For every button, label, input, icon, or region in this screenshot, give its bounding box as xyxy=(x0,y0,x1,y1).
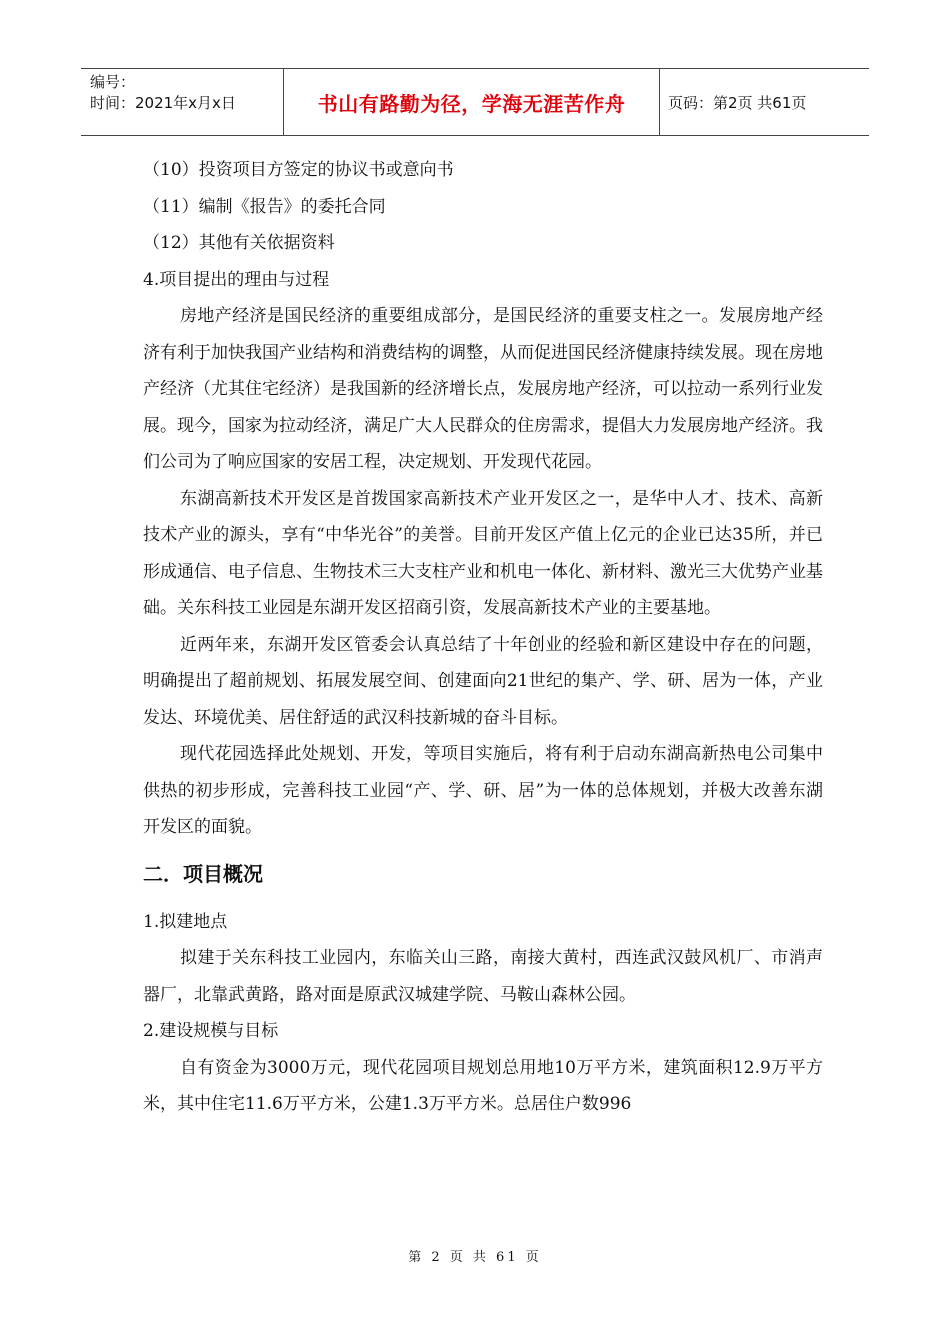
subsection-heading: 2.建设规模与目标 xyxy=(143,1021,279,1041)
paragraph: 房地产经济是国民经济的重要组成部分，是国民经济的重要支柱之一。发展房地产经济有利于加快我国产业结构和消费结构的调整，从而促进国民经济健康持续发展。现在房地产经济（尤其住宅经济）是我国新的经济增长点，发展房地产经济，可以拉动一系列行业发展。现今，国家为拉动经济，满足广大人民群众的住房需求，提倡大力发展房地产经济。我们公司为了响应国家的安居工程，决定规划、开发现代花园。 xyxy=(143,306,823,472)
document-number-label: 编号： xyxy=(90,73,136,91)
document-date-label: 时间：2021年x月x日 xyxy=(90,94,236,112)
paragraph: 东湖高新技术开发区是首拨国家高新技术产业开发区之一，是华中人才、技术、高新技术产业的源头，享有“中华光谷”的美誉。目前开发区产值上亿元的企业已达35所，并已形成通信、电子信息、生物技术三大支柱产业和机电一体化、新材料、激光三大优势产业基础。关东科技工业园是东湖开发区招商引资，发展高新技术产业的主要基地。 xyxy=(143,488,823,618)
page-header xyxy=(81,68,869,136)
subsection-heading: 4.项目提出的理由与过程 xyxy=(143,269,330,290)
header-page-label: 页码：第2页 共61页 xyxy=(668,93,807,112)
paragraph: 现代花园选择此处规划、开发，等项目实施后，将有利于启动东湖高新热电公司集中供热的初步形成，完善科技工业园“产、学、研、居”为一体的总体规划，并极大改善东湖开发区的面貌。 xyxy=(143,744,823,837)
page-footer: 第 2 页 共 61 页 xyxy=(408,1250,542,1265)
header-motto: 书山有路勤为径，学海无涯苦作舟 xyxy=(284,69,660,135)
list-item: （10）投资项目方签定的协议书或意向书 xyxy=(143,160,454,180)
paragraph: 近两年来，东湖开发区管委会认真总结了十年创业的经验和新区建设中存在的问题，明确提出了超前规划、拓展发展空间、创建面向21世纪的集产、学、研、居为一体，产业发达、环境优美、居住舒适的武汉科技新城的奋斗目标。 xyxy=(143,634,823,728)
paragraph: 自有资金为3000万元，现代花园项目规划总用地10万平方米，建筑面积12.9万平方米，其中住宅11.6万平方米，公建1.3万平方米。总居住户数996 xyxy=(143,1057,823,1114)
paragraph: 拟建于关东科技工业园内，东临关山三路，南接大黄村，西连武汉鼓风机厂、市消声器厂，北靠武黄路，路对面是原武汉城建学院、马鞍山森林公园。 xyxy=(143,948,823,1005)
subsection-heading: 1.拟建地点 xyxy=(143,911,228,932)
list-item: （12）其他有关依据资料 xyxy=(143,233,335,253)
header-meta xyxy=(81,69,284,135)
section-heading: 二．项目概况 xyxy=(143,861,263,886)
list-item: （11）编制《报告》的委托合同 xyxy=(143,196,386,217)
document-body xyxy=(143,152,823,1123)
